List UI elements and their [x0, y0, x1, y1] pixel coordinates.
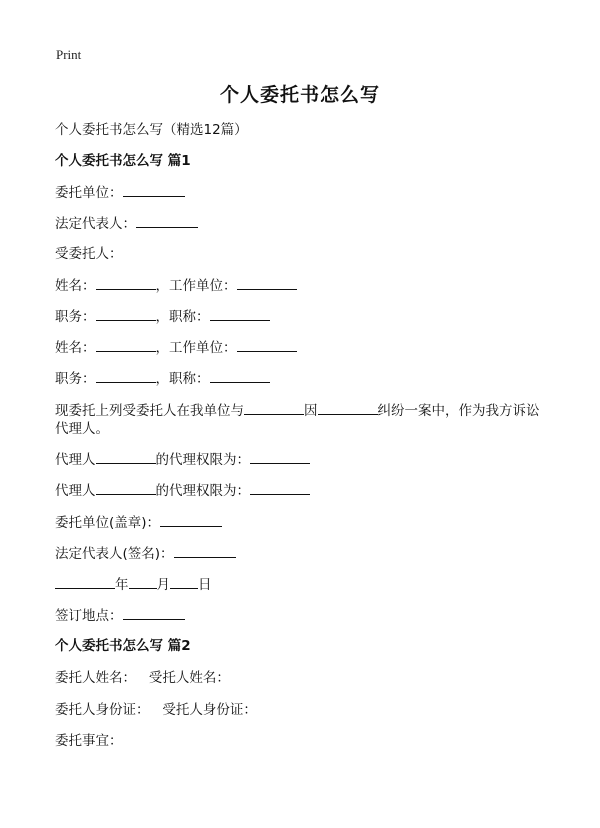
matter-line: 委托事宜：	[55, 733, 123, 749]
agent-prefix: 代理人	[55, 483, 96, 499]
para-part2: 因	[304, 403, 318, 419]
duty-label: 职务：	[55, 309, 96, 325]
document-title: 个人委托书怎么写	[219, 84, 380, 106]
year-blank	[55, 575, 115, 589]
agent-name-blank	[96, 481, 156, 495]
agent-suffix: 的代理权限为：	[155, 452, 250, 468]
opponent-blank	[244, 401, 304, 415]
print-link[interactable]: Print	[56, 47, 82, 62]
name-label: 姓名：	[55, 278, 96, 294]
para-part1: 现委托上列受委托人在我单位与	[55, 403, 244, 419]
delegation-paragraph	[55, 401, 550, 438]
duty-label: 职务：	[55, 371, 96, 387]
agent-name-blank	[96, 450, 156, 464]
place-blank	[123, 606, 185, 620]
trustee2-name-line	[55, 338, 297, 357]
work-unit-label: ，工作单位：	[155, 278, 237, 294]
work-unit-blank	[237, 276, 297, 290]
trustee1-name-line	[55, 276, 297, 295]
signature-blank	[174, 544, 236, 558]
work-unit-label: ，工作单位：	[155, 340, 237, 356]
agent-suffix: 的代理权限为：	[155, 483, 250, 499]
document-subtitle: 个人委托书怎么写（精选12篇）	[55, 122, 248, 138]
title-label: ，职称：	[155, 309, 210, 325]
client-unit-blank	[123, 183, 185, 197]
name-blank	[96, 338, 156, 352]
section1-heading: 个人委托书怎么写 篇1	[55, 153, 191, 169]
ids-line: 委托人身份证： 受托人身份证：	[55, 702, 257, 718]
place-line	[55, 606, 185, 625]
place-label: 签订地点：	[55, 608, 123, 624]
duty-blank	[96, 369, 156, 383]
client-unit-line	[55, 183, 185, 202]
section2-heading: 个人委托书怎么写 篇2	[55, 638, 191, 654]
agent-scope-blank	[250, 481, 310, 495]
name-label: 姓名：	[55, 340, 96, 356]
agent1-line	[55, 450, 310, 469]
legal-rep-line	[55, 214, 198, 233]
legal-rep-label: 法定代表人：	[55, 216, 136, 232]
para-part3: 纠纷一案中，作为我方诉讼代理人。	[55, 403, 540, 437]
agent-prefix: 代理人	[55, 452, 96, 468]
client-unit-label: 委托单位：	[55, 185, 123, 201]
seal-line	[55, 513, 222, 532]
duty-blank	[96, 307, 156, 321]
cause-blank	[318, 401, 378, 415]
year-label: 年	[115, 577, 129, 593]
trustee2-duty-line	[55, 369, 270, 388]
date-line	[55, 575, 212, 594]
day-label: 日	[198, 577, 212, 593]
day-blank	[170, 575, 198, 589]
month-blank	[129, 575, 157, 589]
agent2-line	[55, 481, 310, 500]
trustee1-duty-line	[55, 307, 270, 326]
agent-scope-blank	[250, 450, 310, 464]
names-line: 委托人姓名： 受托人姓名：	[55, 670, 230, 686]
title-label: ，职称：	[155, 371, 210, 387]
signature-line	[55, 544, 236, 563]
legal-rep-blank	[136, 214, 198, 228]
name-blank	[96, 276, 156, 290]
title-blank	[210, 369, 270, 383]
signature-label: 法定代表人(签名)：	[55, 546, 174, 562]
seal-label: 委托单位(盖章)：	[55, 515, 161, 531]
trustee-label: 受委托人：	[55, 246, 123, 262]
seal-blank	[160, 513, 222, 527]
title-blank	[210, 307, 270, 321]
month-label: 月	[156, 577, 170, 593]
work-unit-blank	[237, 338, 297, 352]
